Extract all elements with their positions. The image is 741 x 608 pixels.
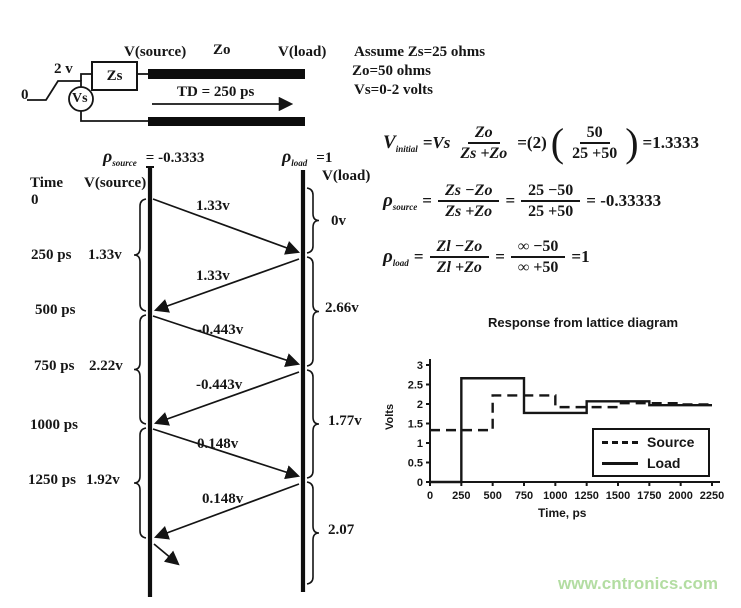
time-row-500ps: 500 ps [35,302,76,318]
zo-label: Zo [213,42,231,58]
rho-load-sub: load [291,158,308,169]
eq2-result: = -0.33333 [586,191,662,211]
wave-label-3: -0.443v [197,322,244,338]
x-tick-label: 0 [426,490,434,502]
legend-solid-line-sample [602,462,638,465]
step-high-label: 2 v [54,61,73,77]
y-tick-label: 0 [416,477,423,489]
wave-label-2: 1.33v [196,268,230,284]
wave-label-6: 0.148v [202,491,244,507]
eq3-f2den: ∞ +50 [517,259,559,277]
eq2-fraction-1 [438,182,499,221]
eq3-var: ρ [383,246,393,268]
eq1-open-paren: ( [550,120,565,166]
load-voltage-0v: 0v [331,213,346,229]
v-load-label: V(load) [278,44,327,60]
assumption-vs: Vs=0-2 volts [354,82,433,98]
bounce-arrow-continue [154,544,178,564]
load-brace-266v [307,257,319,366]
eq1-fraction-2 [568,124,621,163]
y-tick-label: 1 [416,438,423,450]
eq1-f1den: Zs +Zo [460,145,508,163]
source-brace-250ps [134,199,146,311]
eq3-result: =1 [571,247,590,267]
y-tick-label: 0.5 [407,457,423,470]
x-tick-label: 500 [483,490,502,502]
load-brace-0v [307,188,319,253]
eq2-f2den: 25 +50 [528,203,574,221]
eq2-f1den: Zs +Zo [445,203,493,221]
eq2-f1num: Zs −Zo [438,182,499,202]
equation-rho-source [383,182,664,221]
eq2-pre: = [422,191,432,211]
eq3-fraction-1 [430,238,490,277]
legend-row-load [602,455,708,471]
source-voltage-1250ps: 1.92v [86,472,120,488]
eq2-var: ρ [383,190,393,212]
time-row-1250ps: 1250 ps [28,472,76,488]
load-voltage-207v: 2.07 [328,522,355,538]
rho-load-value: =1 [316,150,333,166]
wire-step-to-vs [77,81,81,87]
td-label: TD = 250 ps [177,84,255,100]
source-brace-750ps [134,315,146,424]
legend-dashed-line-sample [602,441,638,444]
eq2-f2num: 25 −50 [521,182,580,202]
eq1-mid: =(2) [517,133,547,153]
eq1-result: =1.3333 [642,133,699,153]
rho-source-label [103,146,204,168]
eq1-f1num: Zo [468,124,500,144]
eq1-close-paren: ) [625,120,639,166]
time-row-250ps: 250 ps [31,247,72,263]
watermark-text: www.cntronics.com [558,574,718,593]
eq3-fraction-2 [511,238,566,277]
load-voltage-177v: 1.77v [328,413,362,429]
rho-load-symbol: ρ [282,146,292,166]
eq2-mid: = [505,191,516,211]
legend-row-source [602,434,708,450]
y-tick-label: 2.5 [407,379,423,392]
time-row-750ps: 750 ps [34,358,75,374]
wave-label-5: 0.148v [197,436,239,452]
x-tick-label: 1500 [605,490,631,502]
y-tick-label: 1.5 [407,418,423,431]
zs-box [91,61,138,91]
v-source-label: V(source) [124,44,187,60]
wave-label-1: 1.33v [196,198,230,214]
assumption-zs: Assume Zs=25 ohms [354,44,486,60]
eq1-pre: =Vs [422,133,451,153]
legend-label-load: Load [647,455,681,471]
eq1-fraction-1 [456,124,511,163]
eq3-mid: = [495,247,505,267]
source-voltage-250ps: 1.33v [88,247,122,263]
wave-label-4: -0.443v [196,377,243,393]
vs-label: Vs [72,91,88,106]
x-tick-label: 2000 [668,490,693,502]
chart-y-axis-label: Volts [384,403,396,430]
source-brace-1250ps [134,428,146,538]
wire-vs-to-return [81,111,149,121]
wire-vs-to-zs [81,74,91,81]
x-tick-label: 750 [514,490,534,502]
time-column-header: Time [30,175,64,191]
equation-rho-load [383,238,593,277]
load-brace-177v [307,370,319,478]
chart-x-axis-label: Time, ps [538,506,587,520]
zs-label: Zs [106,68,123,84]
y-tick-label: 2 [416,399,423,411]
load-brace-207v [307,482,319,584]
transmission-line-bottom [148,117,305,126]
x-tick-label: 1750 [637,490,662,502]
rho-load-label [282,146,332,168]
y-tick-label: 3 [416,360,423,372]
x-tick-label: 250 [452,490,471,502]
eq3-sub: load [392,258,409,269]
time-zero-label: 0 [31,192,39,208]
eq3-f1num: Zl −Zo [430,238,490,258]
time-row-1000ps: 1000 ps [30,417,78,433]
rho-source-symbol: ρ [103,146,113,166]
eq2-fraction-2 [521,182,580,221]
x-tick-label: 2250 [699,490,725,502]
eq3-f2num: ∞ −50 [511,238,566,258]
rho-source-value: = -0.3333 [145,150,205,166]
transmission-line-top [148,69,305,79]
assumption-zo: Zo=50 ohms [352,63,431,79]
chart-legend [592,428,710,477]
chart-title: Response from lattice diagram [488,315,678,330]
legend-label-source: Source [647,434,695,450]
eq2-sub: source [392,202,418,213]
eq3-pre: = [413,247,424,267]
equation-v-initial [383,120,702,166]
step-low-label: 0 [21,87,29,103]
eq1-f2num: 50 [580,124,610,144]
source-voltage-750ps: 2.22v [89,358,123,374]
eq1-sub: initial [395,144,418,155]
rho-source-sub: source [112,158,137,169]
x-tick-label: 1000 [543,490,568,502]
eq1-f2den: 25 +50 [572,145,618,163]
eq1-var: V [383,132,396,154]
load-column-header: V(load) [322,168,371,184]
source-column-header: V(source) [84,175,147,191]
x-tick-label: 1250 [574,490,599,502]
load-voltage-266v: 2.66v [325,300,359,316]
eq3-f1den: Zl +Zo [436,259,482,277]
